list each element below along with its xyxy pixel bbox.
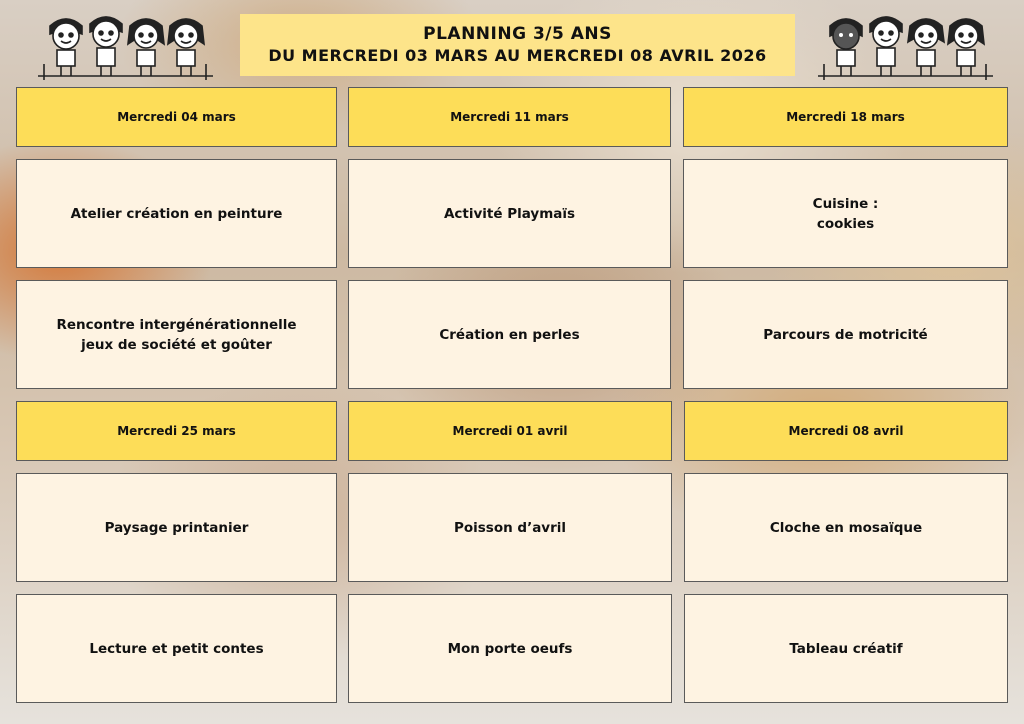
activity-label: Poisson d’avril: [453, 519, 567, 536]
date-header: [16, 87, 337, 147]
activity-label: Tableau créatif: [789, 640, 903, 657]
activity-label: Cloche en mosaïque: [769, 519, 923, 536]
page-title: PLANNING 3/5 ANS: [423, 24, 612, 44]
activity-box: [348, 159, 671, 268]
activity-label: Atelier création en peinture: [70, 205, 283, 222]
activity-box: [683, 280, 1008, 389]
date-label: Mercredi 08 avril: [788, 424, 904, 438]
date-label: Mercredi 01 avril: [452, 424, 568, 438]
activity-label: Activité Playmaïs: [443, 205, 576, 222]
page-subtitle: DU MERCREDI 03 MARS AU MERCREDI 08 AVRIL 2026: [268, 46, 767, 65]
date-header: [684, 401, 1008, 461]
children-drawing-icon: [818, 14, 993, 86]
activity-box: [683, 159, 1008, 268]
activity-label: Création en perles: [439, 326, 580, 343]
date-header: [16, 401, 337, 461]
date-header: [348, 87, 671, 147]
page-title-box: [240, 14, 795, 76]
activity-label: Paysage printanier: [104, 519, 249, 536]
activity-box: [684, 473, 1008, 582]
activity-box: [16, 280, 337, 389]
children-drawing-icon: [38, 14, 213, 86]
activity-box: [348, 280, 671, 389]
activity-label: Cuisine : cookies: [812, 195, 879, 232]
activity-box: [16, 159, 337, 268]
activity-box: [16, 473, 337, 582]
activity-box: [348, 473, 672, 582]
date-label: Mercredi 18 mars: [786, 110, 905, 124]
activity-label: Mon porte oeufs: [447, 640, 573, 657]
activity-box: [684, 594, 1008, 703]
date-header: [683, 87, 1008, 147]
date-header: [348, 401, 672, 461]
activity-box: [348, 594, 672, 703]
date-label: Mercredi 25 mars: [117, 424, 236, 438]
activity-label: Rencontre intergénérationnelle jeux de société et goûter: [56, 316, 297, 353]
date-label: Mercredi 11 mars: [450, 110, 569, 124]
activity-label: Parcours de motricité: [763, 326, 928, 343]
activity-label: Lecture et petit contes: [89, 640, 264, 657]
activity-box: [16, 594, 337, 703]
date-label: Mercredi 04 mars: [117, 110, 236, 124]
